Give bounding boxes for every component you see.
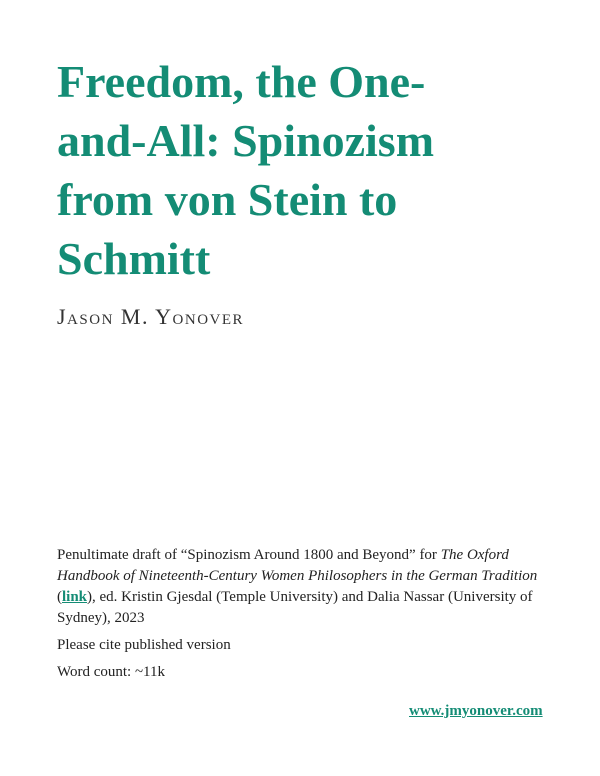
- book-title: The Oxford Handbook of Nineteenth-Century Women Philosophers in the German Tradition: [57, 547, 538, 584]
- title-line: from von Stein to: [57, 174, 398, 225]
- publication-info: [57, 545, 557, 683]
- title-line: Freedom, the One-: [57, 56, 426, 107]
- draft-note: [57, 545, 557, 629]
- draft-note-prefix: Penultimate draft of “Spinozism Around 1800 and Beyond” for: [57, 547, 441, 563]
- draft-note-suffix: ), ed. Kristin Gjesdal (Temple University) and Dalia Nassar (University of Sydney), 2023: [57, 589, 533, 626]
- title-line: Schmitt: [57, 233, 211, 284]
- title-line: and-All: Spinozism: [57, 115, 435, 166]
- document-title: [57, 52, 517, 288]
- website-link[interactable]: www.jmyonover.com: [409, 703, 543, 719]
- draft-note-open-paren: (: [57, 589, 62, 605]
- word-count: Word count: ~11k: [57, 664, 166, 680]
- cite-note: Please cite published version: [57, 637, 231, 653]
- publication-link[interactable]: link: [62, 589, 88, 605]
- author-name: Jason M. Yonover: [57, 304, 245, 329]
